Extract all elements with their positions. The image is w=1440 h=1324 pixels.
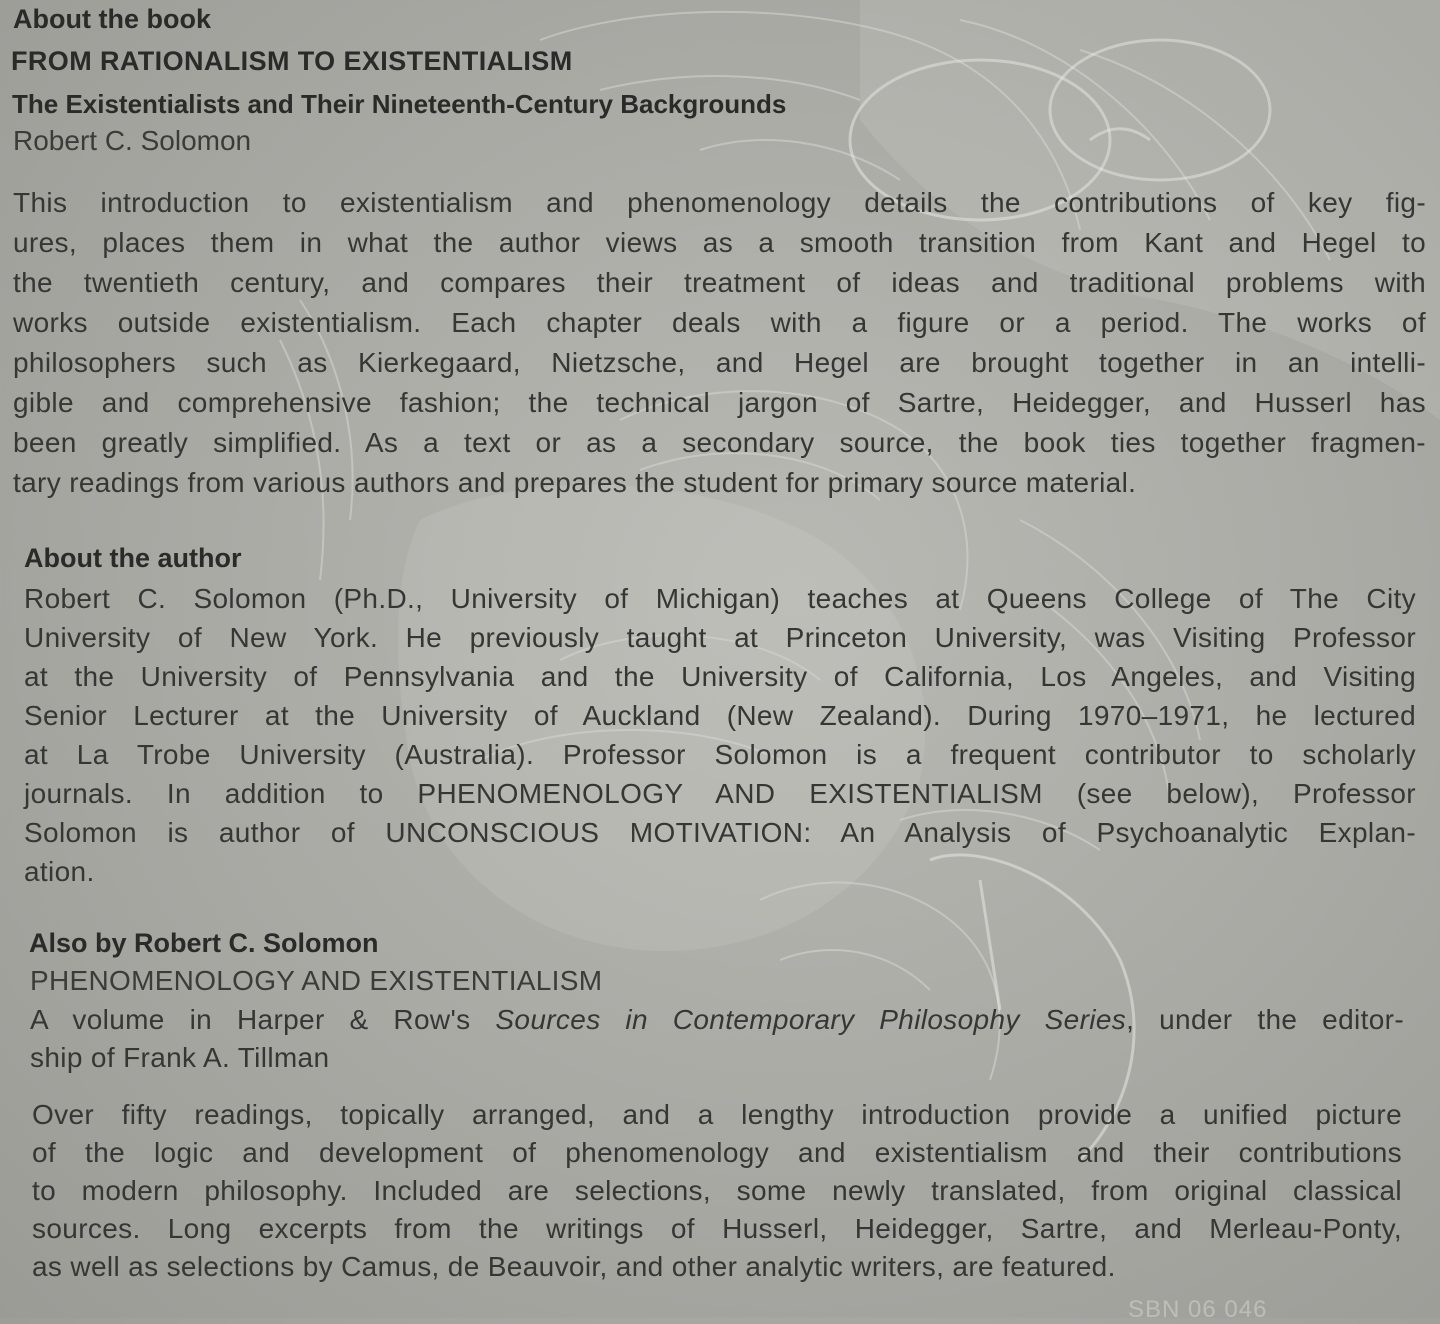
series-name: Sources in Contemporary Philosophy Series [495, 1004, 1127, 1035]
book-author: Robert C. Solomon [13, 125, 252, 156]
author-bio-line: Solomon is author of UNCONSCIOUS MOTIVATION: An Analysis of Psychoanalytic Explan- [24, 817, 1416, 848]
book-title: FROM RATIONALISM TO EXISTENTIALISM [11, 46, 573, 76]
book-description-line: been greatly simplified. As a text or as a secondary source, the book ties together fragmen- [13, 427, 1426, 458]
author-bio-line: Senior Lecturer at the University of Auckland (New Zealand). During 1970–1971, he lectured [24, 700, 1416, 731]
author-bio-line: ation. [24, 856, 95, 887]
book-description-line: This introduction to existentialism and phenomenology details the contributions of key fig- [13, 187, 1426, 218]
book-subtitle: The Existentialists and Their Nineteenth-Century Backgrounds [12, 89, 787, 119]
isbn-fragment: SBN 06 046 [1128, 1296, 1268, 1323]
also-by-description-line: to modern philosophy. Included are selections, some newly translated, from original classical [32, 1175, 1402, 1206]
author-bio-line: at La Trobe University (Australia). Professor Solomon is a frequent contributor to scholarly [24, 739, 1416, 770]
author-bio-line: journals. In addition to PHENOMENOLOGY AND EXISTENTIALISM (see below), Professor [24, 778, 1416, 809]
series-suffix: , under the editor- [1126, 1004, 1404, 1035]
book-description-line: ures, places them in what the author views as a smooth transition from Kant and Hegel to [13, 227, 1426, 258]
also-by-description-line: as well as selections by Camus, de Beauvoir, and other analytic writers, are featured. [32, 1251, 1116, 1282]
also-by-series-line [30, 1006, 1404, 1034]
also-by-heading: Also by Robert C. Solomon [29, 928, 379, 958]
book-description-line: works outside existentialism. Each chapter deals with a figure or a period. The works of [13, 307, 1426, 338]
about-author-heading: About the author [24, 543, 242, 573]
about-book-heading: About the book [13, 4, 211, 34]
series-prefix: A volume in Harper & Row's [30, 1004, 496, 1035]
also-by-description-line: of the logic and development of phenomenology and existentialism and their contributions [32, 1137, 1402, 1168]
book-description-line: gible and comprehensive fashion; the technical jargon of Sartre, Heidegger, and Husserl has [13, 387, 1426, 418]
author-bio-line: Robert C. Solomon (Ph.D., University of Michigan) teaches at Queens College of The City [24, 583, 1416, 614]
author-bio-line: at the University of Pennsylvania and the University of California, Los Angeles, and Visiting [24, 661, 1416, 692]
book-description-line: tary readings from various authors and prepares the student for primary source material. [13, 467, 1137, 498]
also-by-description-line: sources. Long excerpts from the writings of Husserl, Heidegger, Sartre, and Merleau-Ponty, [32, 1213, 1402, 1244]
also-by-description-line: Over fifty readings, topically arranged, and a lengthy introduction provide a unified picture [32, 1099, 1402, 1130]
also-by-title: PHENOMENOLOGY AND EXISTENTIALISM [30, 965, 603, 996]
author-bio-line: University of New York. He previously taught at Princeton University, was Visiting Professor [24, 622, 1416, 653]
book-description-line: philosophers such as Kierkegaard, Nietzsche, and Hegel are brought together in an intelli- [13, 347, 1426, 378]
book-description-line: the twentieth century, and compares their treatment of ideas and traditional problems with [13, 267, 1426, 298]
also-by-editor-line: ship of Frank A. Tillman [30, 1042, 330, 1073]
